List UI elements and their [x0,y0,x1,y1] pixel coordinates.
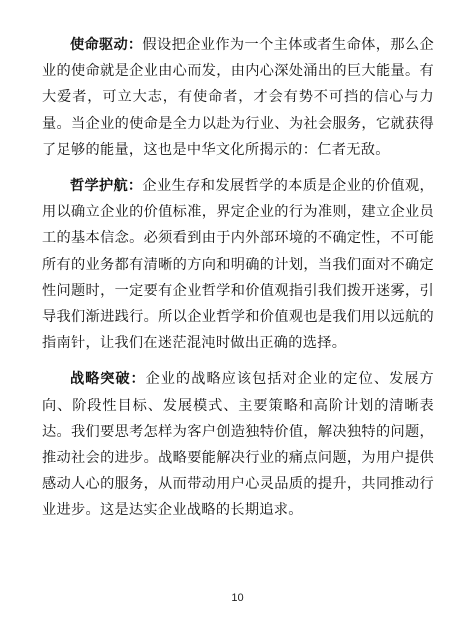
paragraph-philosophy-escort [42,173,434,356]
page-body [42,32,434,534]
paragraph-heading: 哲学护航： [70,178,143,195]
paragraph-text: 企业的战略应该包括对企业的定位、发展方向、阶段性目标、发展模式、主要策略和高阶计划的清晰表达。我们要思考怎样为客户创造独特价值，解决独特的问题，推动社会的进步。战略要能解决行业的痛点问题，为用户提供感动人心的服务，从而带动用户心灵品质的提升，共同推动行业进步。这是达实企业战略的长期追求。 [42,371,434,519]
paragraph-heading: 战略突破： [70,371,146,388]
paragraph-text: 假设把企业作为一个主体或者生命体，那么企业的使命就是企业由心而发，由内心深处涌出的巨大能量。有大爱者，可立大志，有使命者，才会有势不可挡的信心与力量。当企业的使命是全力以赴为行业、为社会服务，它就获得了足够的能量，这也是中华文化所揭示的：仁者无敌。 [42,37,434,158]
paragraph-heading: 使命驱动： [70,37,143,53]
paragraph-strategy-breakthrough [42,366,434,523]
paragraph-text: 企业生存和发展哲学的本质是企业的价值观，用以确立企业的价值标准，界定企业的行为准则，建立企业员工的基本信念。必须看到由于内外部环境的不确定性，不可能所有的业务都有清晰的方向和明确的计划，当我们面对不确定性问题时，一定要有企业哲学和价值观指引我们拨开迷雾，引导我们渐进践行。所以企业哲学和价值观也是我们用以远航的指南针，让我们在迷茫混沌时做出正确的选择。 [42,178,434,352]
paragraph-mission-driven [42,32,434,163]
page-number: 10 [231,592,244,604]
